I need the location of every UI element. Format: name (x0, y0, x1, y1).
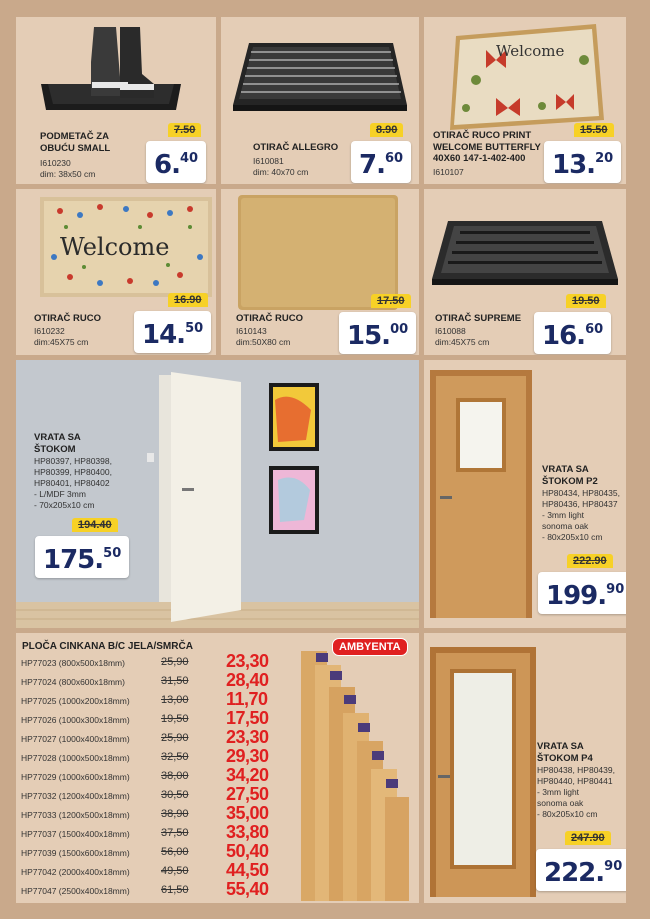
panel-row-new-price: 23,30 (226, 727, 269, 747)
door-spec-5: - 80x205x10 cm (537, 809, 598, 819)
brand-badge: AMBYENTA (332, 638, 408, 656)
door-tile-white[interactable] (16, 360, 419, 628)
price-decimal: 20 (595, 151, 614, 166)
door-tile-p4[interactable] (424, 633, 626, 903)
panel-row-old-price: 37,50 (161, 827, 189, 839)
door-name-line2: ŠTOKOM P2 (542, 476, 598, 487)
old-price: 194.40 (72, 518, 118, 532)
old-price: 7.50 (168, 123, 201, 137)
price-decimal: 40 (179, 151, 199, 166)
door-spec-3: - 3mm light (542, 510, 585, 520)
old-price: 15.50 (574, 123, 614, 137)
panel-row-code: HP77032 (1200x400x18mm) (21, 791, 130, 801)
panel-row-new-price: 28,40 (226, 670, 269, 690)
old-price: 222.90 (567, 554, 613, 568)
door-spec-2: HP80399, HP80400, (34, 467, 112, 477)
price-main: 6. (154, 150, 180, 180)
panel-row-code: HP77027 (1000x400x18mm) (21, 734, 130, 744)
panel-row-old-price: 56,00 (161, 846, 189, 858)
new-price (35, 536, 129, 578)
panel-row-old-price: 61,50 (161, 884, 189, 896)
panel-row-new-price: 34,20 (226, 765, 269, 785)
panel-row-old-price: 32,50 (161, 751, 189, 763)
new-price (351, 141, 411, 183)
panel-row-old-price: 25,90 (161, 656, 189, 668)
door-name-line1: VRATA SA (542, 464, 589, 475)
door-spec-1: HP80397, HP80398, (34, 456, 112, 466)
price-main: 175. (43, 545, 104, 575)
product-dim: dim:45X75 cm (435, 337, 490, 347)
product-name: OTIRAČ RUCO (34, 313, 102, 324)
panel-row-code: HP77037 (1500x400x18mm) (21, 829, 130, 839)
product-name: OTIRAČ ALLEGRO (253, 142, 339, 153)
price-decimal: 50 (103, 546, 122, 561)
panel-row-old-price: 38,90 (161, 808, 189, 820)
panel-row-old-price: 19,50 (161, 713, 189, 725)
panel-row-code: HP77039 (1500x600x18mm) (21, 848, 130, 858)
panel-row-new-price: 35,00 (226, 803, 269, 823)
price-main: 16. (542, 321, 586, 351)
door-spec-4: - L/MDF 3mm (34, 489, 86, 499)
door-spec-5: - 70x205x10 cm (34, 500, 95, 510)
door-spec-4: sonoma oak (537, 798, 584, 808)
price-main: 15. (347, 321, 391, 351)
panel-row-new-price: 33,80 (226, 822, 269, 842)
product-dim: dim:50X80 cm (236, 337, 291, 347)
welcome-text: Welcome (496, 42, 565, 60)
product-tile-ruco-welcome[interactable] (16, 189, 216, 355)
panel-row-code: HP77033 (1200x500x18mm) (21, 810, 130, 820)
supreme-mat-image (430, 217, 620, 289)
panel-row-new-price: 44,50 (226, 860, 269, 880)
price-decimal: 60 (585, 322, 604, 337)
panel-row-code: HP77023 (800x500x18mm) (21, 658, 125, 668)
panel-row-code: HP77042 (2000x400x18mm) (21, 867, 130, 877)
price-decimal: 00 (390, 322, 409, 337)
welcome-butterfly-mat-image (446, 20, 606, 132)
product-dim: dim: 40x70 cm (253, 167, 309, 177)
product-name: OTIRAČ SUPREME (435, 313, 522, 324)
old-price: 8.90 (370, 123, 403, 137)
product-tile-supreme[interactable] (424, 189, 626, 355)
panel-row-code: HP77026 (1000x300x18mm) (21, 715, 130, 725)
panel-row (21, 881, 291, 900)
door-spec-3: - 3mm light (537, 787, 580, 797)
panel-row-old-price: 31,50 (161, 675, 189, 687)
panel-row-code: HP77047 (2500x400x18mm) (21, 886, 130, 896)
product-tile-ruco-print[interactable] (424, 17, 626, 184)
new-price (534, 312, 611, 354)
panel-row-old-price: 38,00 (161, 770, 189, 782)
new-price (536, 849, 626, 891)
price-decimal: 90 (604, 859, 623, 874)
price-decimal: 50 (185, 321, 204, 336)
oak-door-p2-image (430, 370, 532, 618)
product-dim: dim: 38x50 cm (40, 169, 96, 179)
product-code: I610232 (34, 326, 65, 336)
price-decimal: 90 (606, 582, 625, 597)
door-name-line1: VRATA SA (537, 741, 584, 752)
old-price: 19.50 (566, 294, 606, 308)
shoe-tray-image (36, 22, 186, 117)
door-name-line2: ŠTOKOM (34, 444, 76, 455)
panel-row-code: HP77029 (1000x600x18mm) (21, 772, 130, 782)
door-name-line2: ŠTOKOM P4 (537, 753, 593, 764)
panel-row-old-price: 49,50 (161, 865, 189, 877)
door-name-line1: VRATA SA (34, 432, 81, 443)
door-spec-5: - 80x205x10 cm (542, 532, 603, 542)
new-price (146, 141, 206, 183)
door-spec-2: HP80440, HP80441 (537, 776, 613, 786)
price-main: 222. (544, 858, 605, 888)
product-name: OTIRAČ RUCO PRINT WELCOME BUTTERFLY 40X60 147-1-402-400 (433, 130, 541, 164)
door-spec-3: HP80401, HP80402 (34, 478, 110, 488)
wood-panels-image (301, 651, 411, 901)
old-price: 16.90 (168, 293, 208, 307)
price-decimal: 60 (384, 151, 404, 166)
product-code: I610143 (236, 326, 267, 336)
product-code: I610107 (433, 167, 464, 177)
panel-row-new-price: 17,50 (226, 708, 269, 728)
product-code: I610230 (40, 158, 71, 168)
product-name: PODMETAČ ZA OBUĆU SMALL (40, 131, 111, 154)
panel-row-old-price: 13,00 (161, 694, 189, 706)
product-code: I610088 (435, 326, 466, 336)
door-spec-4: sonoma oak (542, 521, 589, 531)
product-dim: dim:45X75 cm (34, 337, 89, 347)
product-name: OTIRAČ RUCO (236, 313, 304, 324)
product-tile-allegro[interactable] (221, 17, 419, 184)
panel-row-new-price: 55,40 (226, 879, 269, 899)
door-tile-p2[interactable] (424, 360, 626, 628)
panel-row-new-price: 23,30 (226, 651, 269, 671)
price-main: 199. (546, 581, 607, 611)
coir-mat-image (238, 195, 398, 310)
price-main: 7. (359, 150, 385, 180)
price-main: 14. (142, 320, 186, 350)
product-code: I610081 (253, 156, 284, 166)
price-main: 13. (552, 150, 596, 180)
new-price (538, 572, 626, 614)
product-tile-ruco-plain[interactable] (221, 189, 419, 355)
panel-row-new-price: 11,70 (226, 689, 268, 709)
panel-title: PLOČA CINKANA B/C JELA/SMRČA (22, 641, 193, 652)
door-spec-2: HP80436, HP80437 (542, 499, 618, 509)
panel-row-new-price: 27,50 (226, 784, 269, 804)
panel-row-new-price: 29,30 (226, 746, 269, 766)
door-spec-1: HP80438, HP80439, (537, 765, 615, 775)
welcome-text: Welcome (60, 233, 170, 261)
panel-row-old-price: 25,90 (161, 732, 189, 744)
panel-row-code: HP77024 (800x600x18mm) (21, 677, 125, 687)
oak-door-p4-image (430, 647, 536, 897)
new-price (544, 141, 621, 183)
product-tile-shoe-tray[interactable] (16, 17, 216, 184)
new-price (339, 312, 416, 354)
new-price (134, 311, 211, 353)
old-price: 247.90 (565, 831, 611, 845)
old-price: 17.50 (371, 294, 411, 308)
panel-row-code: HP77025 (1000x200x18mm) (21, 696, 130, 706)
rubber-mat-image (231, 39, 409, 114)
panel-row-new-price: 50,40 (226, 841, 269, 861)
panel-row-code: HP77028 (1000x500x18mm) (21, 753, 130, 763)
door-spec-1: HP80434, HP80435, (542, 488, 620, 498)
panel-row-old-price: 30,50 (161, 789, 189, 801)
